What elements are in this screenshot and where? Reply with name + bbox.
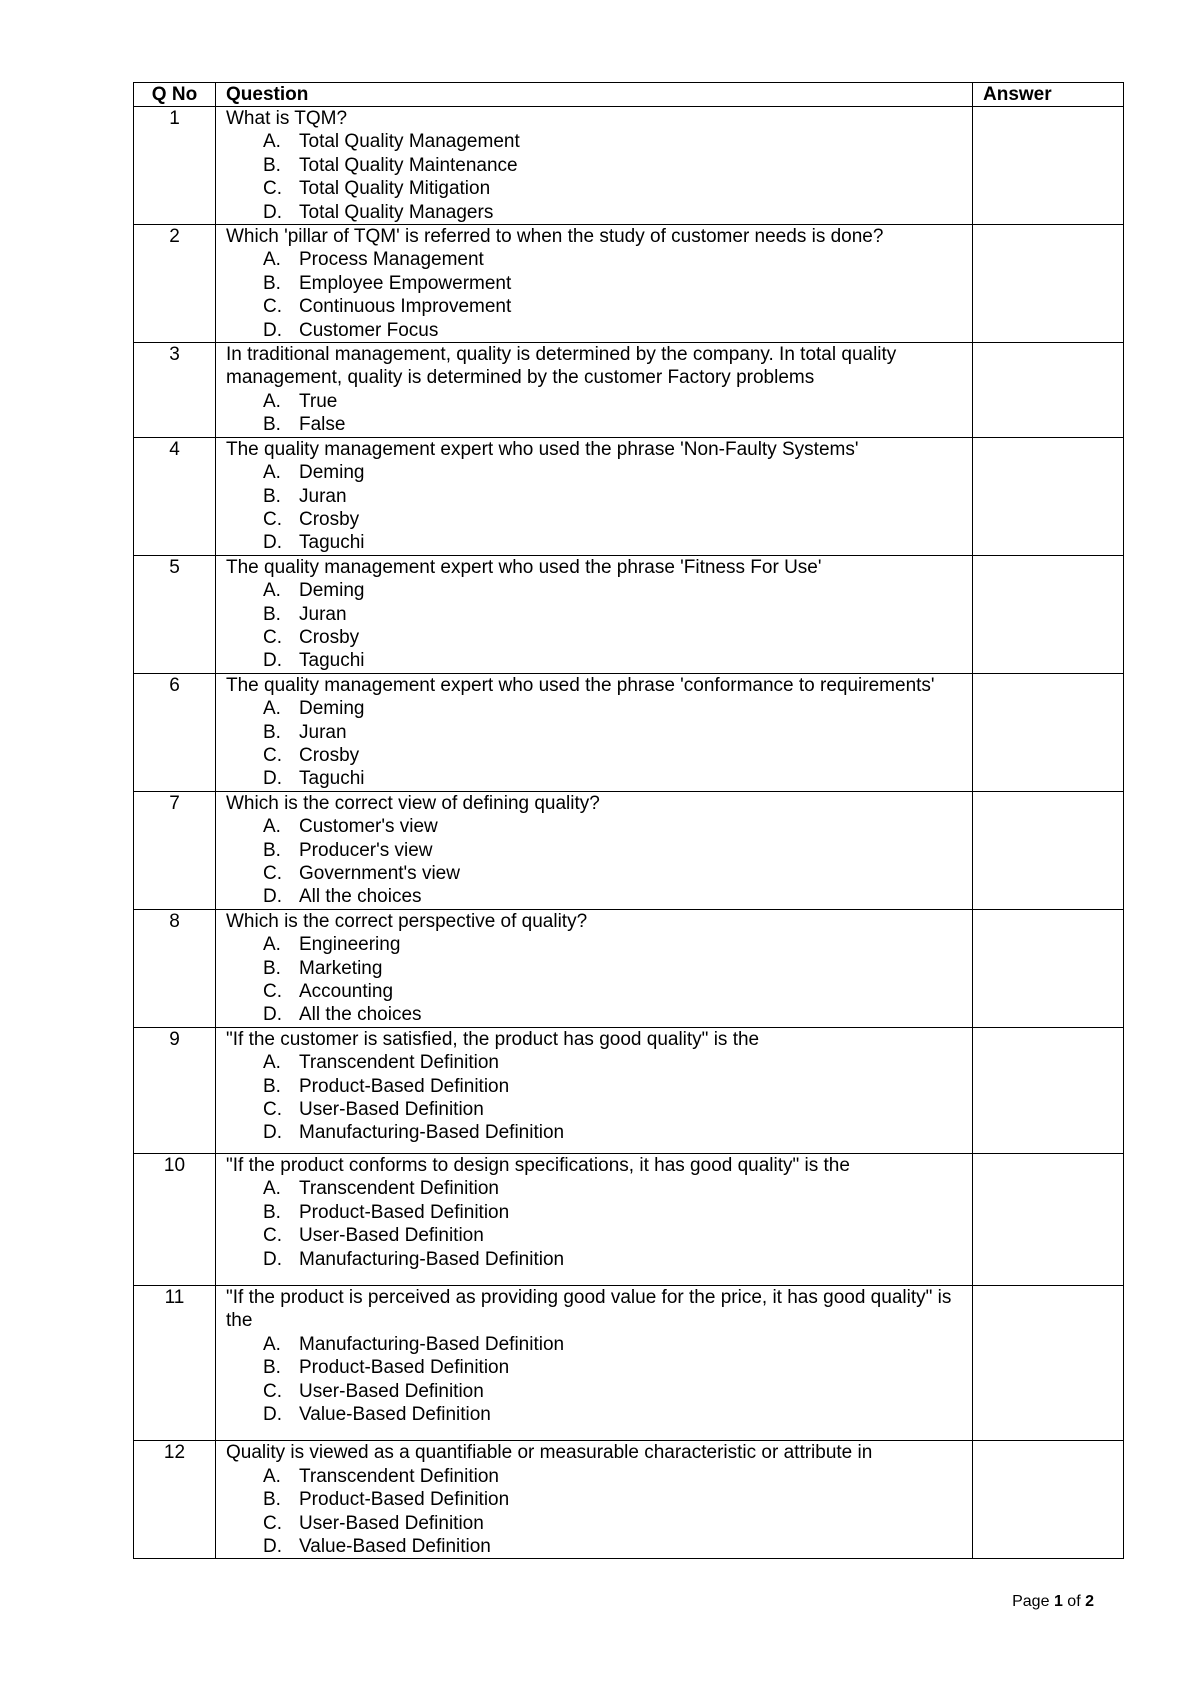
option-text: Total Quality Mitigation: [299, 178, 491, 200]
option-text: Juran: [299, 603, 347, 625]
option-text: Taguchi: [299, 532, 365, 554]
header-qno: Q No: [134, 83, 216, 107]
question-number: 6: [134, 673, 216, 791]
option-letter: D.: [263, 768, 282, 790]
table-row: [134, 791, 1124, 909]
option-letter: B.: [263, 957, 281, 979]
question-text: Which is the correct perspective of quality?: [226, 910, 588, 932]
option-item: [263, 1333, 966, 1356]
option-text: Government's view: [299, 863, 460, 884]
option-text: Manufacturing-Based Definition: [299, 1333, 565, 1355]
option-letter: C.: [263, 296, 282, 318]
option-text: True: [299, 390, 338, 412]
option-item: [263, 626, 966, 649]
question-text: Which 'pillar of TQM' is referred to when the study of customer needs is done?: [226, 226, 884, 248]
question-number: 4: [134, 437, 216, 555]
question-text: In traditional management, quality is determined by the company. In total quality management, quality is determined by the customer Factory problems: [226, 344, 897, 389]
option-text: All the choices: [299, 886, 422, 908]
question-cell: [216, 1285, 973, 1440]
option-item: [263, 508, 966, 531]
option-letter: D.: [263, 532, 282, 554]
option-item: [263, 201, 966, 224]
table-row: [134, 1285, 1124, 1440]
option-letter: D.: [263, 1403, 282, 1425]
option-item: [263, 1380, 966, 1403]
question-cell: [216, 437, 973, 555]
question-text: What is TQM?: [226, 108, 348, 129]
table-row: [134, 673, 1124, 791]
option-item: [263, 885, 966, 908]
question-text: "If the product is perceived as providing good value for the price, it has good quality" is the: [226, 1286, 952, 1332]
answer-cell[interactable]: [973, 909, 1124, 1027]
option-item: [263, 1535, 966, 1558]
option-item: [263, 649, 966, 672]
option-text: Total Quality Maintenance: [299, 154, 518, 176]
options-list: [226, 390, 966, 437]
question-text: "If the product conforms to design specifications, it has good quality" is the: [226, 1154, 850, 1176]
option-text: Crosby: [299, 744, 360, 766]
option-item: [263, 1356, 966, 1379]
option-item: [263, 248, 966, 271]
option-letter: C.: [263, 863, 282, 884]
option-letter: C.: [263, 1512, 282, 1534]
options-list: [226, 1333, 966, 1427]
option-letter: A.: [263, 580, 281, 602]
option-item: [263, 1488, 966, 1511]
answer-cell[interactable]: [973, 225, 1124, 343]
table-row: [134, 343, 1124, 438]
option-letter: C.: [263, 744, 282, 766]
table-row: [134, 555, 1124, 673]
option-letter: C.: [263, 626, 282, 648]
question-number: 10: [134, 1153, 216, 1285]
answer-cell[interactable]: [973, 107, 1124, 225]
option-letter: B.: [263, 839, 281, 861]
option-text: Transcendent Definition: [299, 1465, 499, 1487]
option-item: [263, 1177, 966, 1200]
option-item: [263, 1201, 966, 1224]
question-number: 9: [134, 1027, 216, 1153]
question-number: 12: [134, 1441, 216, 1559]
options-list: [226, 697, 966, 791]
question-number: 8: [134, 909, 216, 1027]
answer-cell[interactable]: [973, 1285, 1124, 1440]
option-letter: A.: [263, 390, 281, 412]
table-row: [134, 225, 1124, 343]
answer-cell[interactable]: [973, 555, 1124, 673]
of-label: of: [1067, 1593, 1081, 1610]
current-page: 1: [1053, 1593, 1063, 1610]
options-list: [226, 815, 966, 909]
option-item: [263, 177, 966, 200]
option-item: [263, 1051, 966, 1074]
option-text: User-Based Definition: [299, 1099, 484, 1121]
answer-cell[interactable]: [973, 1027, 1124, 1153]
table-row: [134, 437, 1124, 555]
question-number: 2: [134, 225, 216, 343]
option-text: Employee Empowerment: [299, 272, 512, 294]
option-text: Total Quality Management: [299, 131, 520, 153]
options-list: [226, 579, 966, 673]
answer-cell[interactable]: [973, 1153, 1124, 1285]
question-number: 1: [134, 107, 216, 225]
option-item: [263, 815, 966, 838]
option-text: Value-Based Definition: [299, 1403, 491, 1425]
table-row: [134, 909, 1124, 1027]
options-list: [226, 248, 966, 342]
question-cell: [216, 791, 973, 909]
option-letter: B.: [263, 414, 281, 436]
option-text: Deming: [299, 580, 365, 602]
option-text: Deming: [299, 462, 365, 484]
option-text: Crosby: [299, 626, 360, 648]
option-text: Taguchi: [299, 768, 365, 790]
page-label: Page: [1012, 1593, 1050, 1610]
option-item: [263, 1512, 966, 1535]
option-text: False: [299, 414, 346, 436]
option-letter: A.: [263, 1333, 281, 1355]
option-letter: A.: [263, 1052, 281, 1074]
question-cell: [216, 1153, 973, 1285]
option-letter: A.: [263, 249, 281, 271]
question-number: 7: [134, 791, 216, 909]
header-answer: Answer: [973, 83, 1124, 107]
question-cell: [216, 1441, 973, 1559]
option-item: [263, 295, 966, 318]
question-text: The quality management expert who used the phrase 'Non-Faulty Systems': [226, 438, 859, 460]
question-number: 5: [134, 555, 216, 673]
option-item: [263, 862, 966, 885]
option-item: [263, 697, 966, 720]
question-text: The quality management expert who used the phrase 'conformance to requirements': [226, 674, 935, 696]
option-text: Taguchi: [299, 650, 365, 672]
option-text: Accounting: [299, 981, 394, 1003]
table-row: [134, 1441, 1124, 1559]
page-footer: [1012, 1593, 1094, 1611]
option-letter: D.: [263, 650, 282, 672]
option-letter: B.: [263, 1075, 281, 1097]
option-item: [263, 1121, 966, 1144]
option-letter: D.: [263, 1248, 282, 1270]
option-letter: D.: [263, 1004, 282, 1026]
option-item: [263, 1003, 966, 1026]
header-question: Question: [216, 83, 973, 107]
options-list: [226, 461, 966, 555]
option-letter: B.: [263, 154, 281, 176]
option-letter: D.: [263, 1535, 282, 1557]
option-letter: A.: [263, 462, 281, 484]
option-item: [263, 154, 966, 177]
option-item: [263, 579, 966, 602]
table-row: [134, 1153, 1124, 1285]
option-text: Customer's view: [299, 816, 438, 838]
option-text: Continuous Improvement: [299, 296, 512, 318]
option-item: [263, 1465, 966, 1488]
question-cell: [216, 225, 973, 343]
answer-cell[interactable]: [973, 343, 1124, 438]
options-list: [226, 1051, 966, 1145]
option-text: Product-Based Definition: [299, 1357, 510, 1379]
option-text: All the choices: [299, 1004, 422, 1026]
option-item: [263, 272, 966, 295]
option-text: Product-Based Definition: [299, 1201, 510, 1223]
option-item: [263, 1224, 966, 1247]
option-letter: B.: [263, 485, 281, 507]
question-cell: [216, 1027, 973, 1153]
option-text: Transcendent Definition: [299, 1178, 499, 1200]
option-item: [263, 413, 966, 436]
option-text: Value-Based Definition: [299, 1535, 491, 1557]
option-text: Engineering: [299, 934, 401, 956]
table-row: [134, 107, 1124, 225]
option-letter: D.: [263, 201, 282, 223]
option-item: [263, 390, 966, 413]
options-list: [226, 933, 966, 1027]
option-letter: B.: [263, 1489, 281, 1511]
option-letter: C.: [263, 1380, 282, 1402]
option-item: [263, 1098, 966, 1121]
option-item: [263, 1075, 966, 1098]
options-list: [226, 1465, 966, 1559]
option-letter: A.: [263, 698, 281, 720]
option-text: Transcendent Definition: [299, 1052, 499, 1074]
question-cell: [216, 555, 973, 673]
option-text: Juran: [299, 721, 347, 743]
option-text: User-Based Definition: [299, 1225, 484, 1247]
option-item: [263, 839, 966, 862]
option-item: [263, 319, 966, 342]
option-text: Customer Focus: [299, 319, 439, 341]
option-item: [263, 531, 966, 554]
option-text: Manufacturing-Based Definition: [299, 1248, 565, 1270]
option-item: [263, 1248, 966, 1271]
option-letter: B.: [263, 721, 281, 743]
option-text: Marketing: [299, 957, 383, 979]
total-pages: 2: [1085, 1593, 1094, 1610]
quiz-body: [134, 107, 1124, 1559]
question-text: The quality management expert who used the phrase 'Fitness For Use': [226, 556, 822, 578]
option-item: [263, 721, 966, 744]
answer-cell[interactable]: [973, 437, 1124, 555]
option-item: [263, 744, 966, 767]
option-text: Manufacturing-Based Definition: [299, 1122, 565, 1144]
option-letter: B.: [263, 1201, 281, 1223]
option-item: [263, 980, 966, 1003]
table-header-row: [134, 83, 1124, 107]
answer-cell[interactable]: [973, 673, 1124, 791]
option-letter: C.: [263, 508, 282, 530]
option-letter: C.: [263, 178, 282, 200]
option-text: Total Quality Managers: [299, 201, 494, 223]
option-text: Deming: [299, 698, 365, 720]
option-item: [263, 767, 966, 790]
table-row: [134, 1027, 1124, 1153]
question-cell: [216, 107, 973, 225]
quiz-table: [133, 82, 1124, 1559]
option-letter: C.: [263, 981, 282, 1003]
question-text: Quality is viewed as a quantifiable or measurable characteristic or attribute in: [226, 1442, 873, 1464]
option-letter: B.: [263, 603, 281, 625]
question-cell: [216, 909, 973, 1027]
option-text: User-Based Definition: [299, 1380, 484, 1402]
option-item: [263, 485, 966, 508]
option-text: User-Based Definition: [299, 1512, 484, 1534]
option-item: [263, 1403, 966, 1426]
option-letter: A.: [263, 1178, 281, 1200]
option-letter: C.: [263, 1099, 282, 1121]
option-letter: A.: [263, 934, 281, 956]
option-item: [263, 130, 966, 153]
option-item: [263, 461, 966, 484]
option-letter: D.: [263, 1122, 282, 1144]
option-letter: B.: [263, 1357, 281, 1379]
option-letter: D.: [263, 886, 282, 908]
answer-cell[interactable]: [973, 791, 1124, 909]
options-list: [226, 1177, 966, 1271]
options-list: [226, 130, 966, 224]
option-item: [263, 603, 966, 626]
option-text: Product-Based Definition: [299, 1489, 510, 1511]
option-text: Juran: [299, 485, 347, 507]
question-number: 11: [134, 1285, 216, 1440]
question-cell: [216, 673, 973, 791]
question-text: Which is the correct view of defining quality?: [226, 792, 600, 814]
question-cell: [216, 343, 973, 438]
question-text: "If the customer is satisfied, the product has good quality" is the: [226, 1028, 760, 1050]
option-item: [263, 933, 966, 956]
option-letter: A.: [263, 131, 281, 153]
question-number: 3: [134, 343, 216, 438]
option-item: [263, 957, 966, 980]
option-text: Product-Based Definition: [299, 1075, 510, 1097]
option-text: Producer's view: [299, 839, 433, 861]
answer-cell[interactable]: [973, 1441, 1124, 1559]
option-letter: A.: [263, 1465, 281, 1487]
option-letter: C.: [263, 1225, 282, 1247]
option-letter: A.: [263, 816, 281, 838]
option-letter: D.: [263, 319, 282, 341]
option-text: Process Management: [299, 249, 484, 271]
option-letter: B.: [263, 272, 281, 294]
option-text: Crosby: [299, 508, 360, 530]
